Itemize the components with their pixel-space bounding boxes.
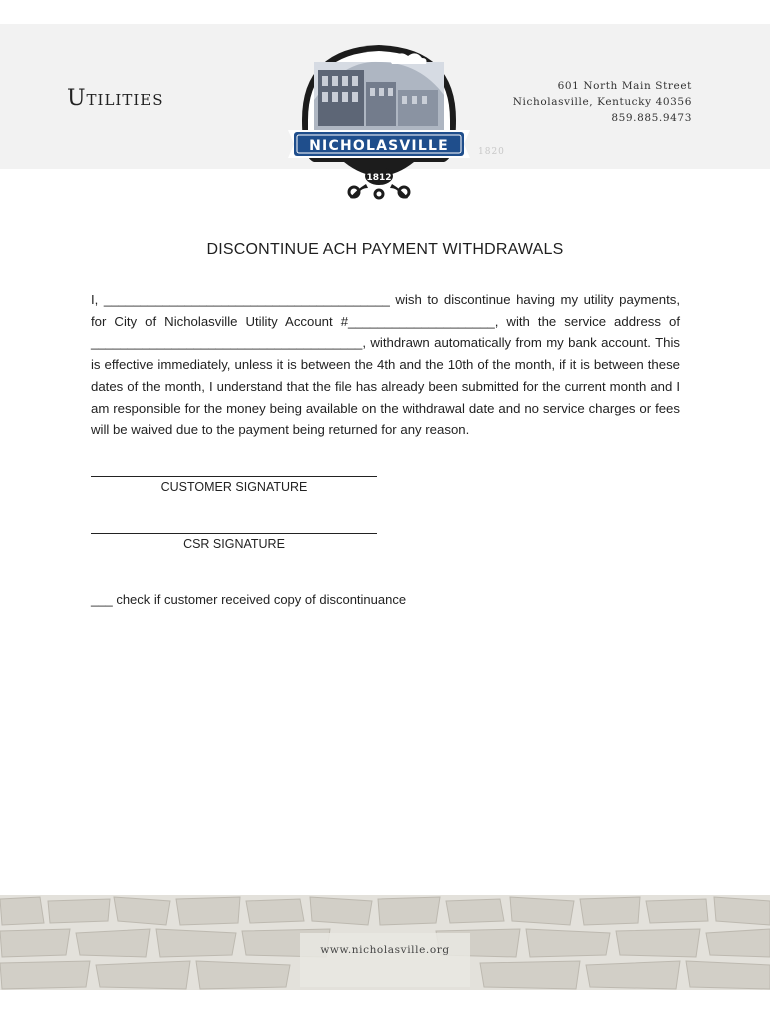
address-block — [513, 78, 692, 126]
address-city: Nicholasville, Kentucky 40356 — [512, 96, 692, 108]
body-text-2: wish to discontinue having my utility payments, for City of Nicholasville Utility Account # — [91, 292, 680, 329]
csr-signature-line[interactable] — [91, 533, 377, 534]
copy-received-checkline — [91, 592, 406, 607]
copy-received-check-blank[interactable]: ___ — [91, 592, 113, 607]
stone-wall-footer — [0, 895, 770, 990]
body-text-4: , withdrawn automatically from my bank account. This is effective immediately, unless it is between the 4th and the 10th of the month, if it is between these dates of the month, I understand that the file has already been submitted for the current month and I am responsible for the money being available on the withdrawal date and no service charges or fees will be waived due to the payment being returned for any reason. — [91, 335, 680, 438]
address-street: 601 North Main Street — [557, 80, 692, 92]
stone-texture — [0, 895, 770, 990]
name-blank[interactable]: _______________________________________ — [103, 292, 390, 307]
address-phone: 859.885.9473 — [611, 112, 692, 124]
copy-received-text: check if customer received copy of discontinuance — [112, 592, 407, 607]
customer-signature-line[interactable] — [91, 476, 377, 477]
body-text-1: I, — [91, 292, 99, 307]
logo-year: 1812 — [366, 173, 392, 183]
service-address-blank[interactable]: _____________________________________ — [91, 335, 363, 351]
form-body-paragraph — [91, 289, 680, 441]
form-title: DISCONTINUE ACH PAYMENT WITHDRAWALS — [206, 241, 564, 258]
customer-signature-label: CUSTOMER SIGNATURE — [160, 480, 308, 494]
csr-signature-label: CSR SIGNATURE — [183, 537, 285, 551]
account-number-blank[interactable]: ____________________ — [348, 313, 495, 329]
footer-website[interactable]: www.nicholasville.org — [320, 944, 450, 956]
city-seal-logo — [284, 40, 474, 206]
logo-text: NICHOLASVILLE — [309, 138, 449, 154]
department-name: Utilities — [67, 86, 164, 111]
customer-signature-block — [91, 476, 377, 494]
csr-signature-block — [91, 533, 377, 551]
faint-year-mark: 1820 — [478, 147, 505, 157]
body-text-3: , with the service address of — [494, 313, 680, 329]
